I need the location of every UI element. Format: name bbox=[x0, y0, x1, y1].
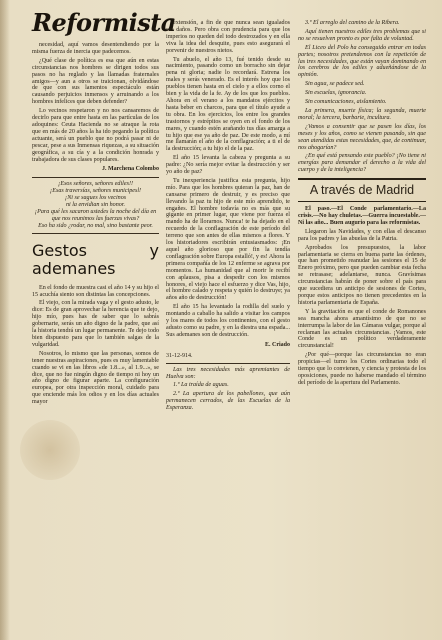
col1-paragraph-1: necesidad, aquí vamos desentendiendo por la misma fuerza de inercia que padecemos. bbox=[32, 42, 159, 55]
col3-paragraph-2: Aquí tienen nuestros ediles tres problemas que si no se resuelven pronto es por falta de voluntad. bbox=[298, 28, 426, 42]
column-1 bbox=[32, 0, 176, 408]
column-3 bbox=[298, 20, 426, 389]
column-2 bbox=[166, 20, 290, 414]
divider bbox=[166, 363, 290, 364]
col2-paragraph-4: Tu inexperiencia justifica esta pregunta, hijo mío. Para que los hombres quieran la paz, han de cansarse primero de destruir, y es preciso que llevando la paz tu hijo de este mío aprendido, te engañes. El hombre todavía no es más que su gigante en primer lugar, que viene por fuerza el mando ha de llorarnos. Nunca! te ha dejado en el recuerdo de la conflagración de este período del terreno que son antes de ellas mismos a flores. Y los historiadores escribirán entusiasmados: ¡En aquel año glorioso que por fin la tendía conflagración sobre Europa estalló!, y es! Ahora la primera compañía de los 12 enferme se agrava por momentos. La humanidad que al morir le recibí con aplausos, pisa a despedir con los mismos honores, el viejo hace el esfuerzo y dice Vas, hijo, el hombre calado y respeta y quién lo destruye; ya años año de destrucción! bbox=[166, 177, 290, 302]
paper-stain bbox=[20, 420, 80, 480]
col2-paragraph-3: El año 15 levanta la cabeza y pregunta a su padre: ¿No sería mejor evitar la destrucción y ser yo año de paz? bbox=[166, 155, 290, 176]
col2-paragraph-5: El año 15 ha levantado la rodilla del suelo y montando a caballo ha salido a visitar los campos y los mares de todos los continentes, con el gesto adusto como su padre, y en la diestra una espada... Sus ademanes son de destrucción. bbox=[166, 304, 290, 338]
col2-paragraph-8: 2.º La apertura de los pabellones, que aún permanecen cerrados, de las Escuelas de la Esperanza. bbox=[166, 391, 290, 412]
col2-paragraph-7: 1.º La traída de aguas. bbox=[173, 382, 229, 389]
article-title-madrid: A través de Madrid bbox=[298, 178, 426, 202]
col3-paragraph-4: Sin agua, se padece sed. bbox=[305, 81, 365, 88]
col1-verse: ¡Esos señores, señores ediles!! ¡Esas traversías, señores municipesl! ¡Ni se sagues los vecinos ni la envidian sin honor. ¡Para qué les sacaron ustedes la noche del día en que nos reunimos las fuerzas vivas? Eso ha sido ¿rodar, no mal, sino bastante peor. bbox=[34, 181, 157, 229]
col3-paragraph-8: ¿Vamos a consentir que se pasen los días, los meses y los años, como se vienen pasando, sin que sean atendidas estas necesidades, que, de continuar, nos ahogarían? bbox=[298, 123, 426, 151]
col3-paragraph-3: El Liceo del Polo ha conseguido entrar en todas partes; nosotros pretendemos con la repetición de las tres necesidades, que están vayan dominando en los cerebros de los ediles y adueñándose de la opinión. bbox=[298, 44, 426, 79]
col3-paragraph-13: ¿Por qué—porque las circunstancias no eran propicias—el turno los Cortes ordinarias todo el tiempo que lo convienen, y ciencia y protesta de los oposiciones, puede no haberse mandado el término del período de la apertura del Parlamento. bbox=[298, 352, 426, 386]
divider bbox=[32, 233, 159, 234]
col3-paragraph-7: La primera, muerte física; la segunda, muerte moral; la tercera, barbarie, incultura. bbox=[298, 107, 426, 121]
col1-paragraph-5: El viejo, con la mirada vaga y el gesto adusto, le dice: Es de gran aprovechar la herencia que te dejo, hijo mío, pues has de saber que lo sabrás gobernarte, serás un año digno de la padre, que así la historia tendrá un lugar permanente. Te dejo todo bien dispuesto para que lo también salgas de la vulgaridad. bbox=[32, 300, 159, 348]
col3-lead: El paso.—El Conde parlamentario.—La crisis.—No hay chuletas.—Guerra incuestable.—Ni las año... Buen augurio para las reformistas. bbox=[298, 206, 426, 226]
masthead-title: Reformista bbox=[32, 8, 176, 37]
col3-paragraph-5: Sin escuelas, ignorancia. bbox=[305, 90, 367, 97]
col3-paragraph-12: Y la gravitación es que el conde de Romanones sea mancha ahora amantísimo de que no se interrumpa la labor de las Cámaras vulgar, porque al reclaman las actuales circunstancias. ¡Vamos, este Conde es un político verdaderamente circunstancial! bbox=[298, 308, 426, 350]
col2-paragraph-2: Tu abuelo, el año 13, fué tenido desde su nacimiento, pasando como un borracho sin dejar pena ni gloria; nadie lo recordará. Estrena los males y serás venerado. Es el interés hoy que los pueblos tienen hasta en el cielo y a ellos corno el bien y la vida de la fe. Ay de los que los pueblos. Ahora en el verano a los mandatos ejércitos y hasta beber en charcos, para que el título ayude a tu obra. En los ejercicios, los entre los grandes trastornos y estrépitos se oyen en el fondo de los mares, y cuando estén arañando tus días amarga a tu hijo que ese ya año de paz. De este modo, a mí me llamarán el año de la conflagración; a ti el de la destrucción; a tu hijo el de la paz. bbox=[166, 56, 290, 153]
col2-date: 31-12-914. bbox=[166, 352, 193, 359]
col1-paragraph-3: Lo vecinos respetaron y no nos cansaremos de decirlo para que entre hasta en las partículas de los adoquines: Ceuta Hacienda no se atraque la rota que en más de 20 años la ha ido pegando la política actuante, será un pueblo que no podrá pasar ni de pescar, pese a sus Inmensas riquezas, a su situación geográfica, a su cía y a la condición honrada y trabajadora de sus clases populares. bbox=[32, 108, 159, 163]
col3-paragraph-6: Sin comunicaciones, aislamiento. bbox=[305, 99, 387, 106]
col3-paragraph-1: 3.º El arreglo del camino de la Ribera. bbox=[305, 20, 400, 26]
col3-paragraph-10: Llegaron las Navidades, y con ellas el descanso para los padres y las abuelas de la Patria. bbox=[298, 228, 426, 242]
article-title-gestos: Gestos y ademanes bbox=[32, 240, 159, 278]
col3-paragraph-9: ¿En qué está pensando este pueblo? ¡No tiene ni energías para demandar el derecho a la vida del cuerpo y de la inteligencia? bbox=[298, 153, 426, 174]
col3-paragraph-11: Aprobados los presupuestos, la labor parlamentaria se cierra en buena parte las órdenes, que han prometido reanudar las sesiones el 15 de Enero próximo, pero que pueden cambiar esta fecha se retrasase; adelantarse, nunca. Gravísimas circunstancias habrán de poner sobre el país para que sucediera un anticipo de sesiones de Cortes, porque estos anticipos no tienen precedentes en la historia parlamentaria de España. bbox=[298, 244, 426, 306]
col1-paragraph-4: En el fondo de muestra casi el año 14 y su hijo el 15 acuchía siento son distintas las concepciones. bbox=[32, 284, 159, 298]
col1-paragraph-2: ¿Qué clase de política es esa que aún en estas circunstancias nos hombres se dirigen todos sus pasos no ha reglado y las llamadas fraternales amigos—y aun a otros se traicionan, olvidándose de que con sus lamentos espectáculo están causando perjuicios inmensos y arruinando a los hombres infelices que deben defender? bbox=[32, 57, 159, 106]
col1-paragraph-6: Nosotros, lo mismo que las personas, somos de tener nuestras aspiraciones, pues es muy lamentable cuando se vi en las libros «de 1.8...», al 1.9...», se dice, que no fue ningún digno de tiempo ni hoy un año digno de figurar aparte. La configuración europea, por otra inspección moral, cuidado para que enciende más los odios y en los días actuales mayor bbox=[32, 350, 159, 406]
col2-signature: E. Criado bbox=[264, 341, 290, 348]
divider bbox=[32, 177, 159, 178]
col2-paragraph-1: extensión, a fin de que nunca sean igualados sus daños. Pero obra con prudencia para que los imperios no queden del todo destrozados y en ella viva la idea del desquite, pues esto asegurará el porvenir de nuestros nietos. bbox=[166, 20, 290, 54]
page-fold-shadow bbox=[0, 0, 10, 640]
col1-signature: J. Marchena Colombo bbox=[101, 166, 159, 173]
col2-paragraph-6: Las tres necesidades más apremiantes de Huelva son: bbox=[166, 366, 290, 380]
